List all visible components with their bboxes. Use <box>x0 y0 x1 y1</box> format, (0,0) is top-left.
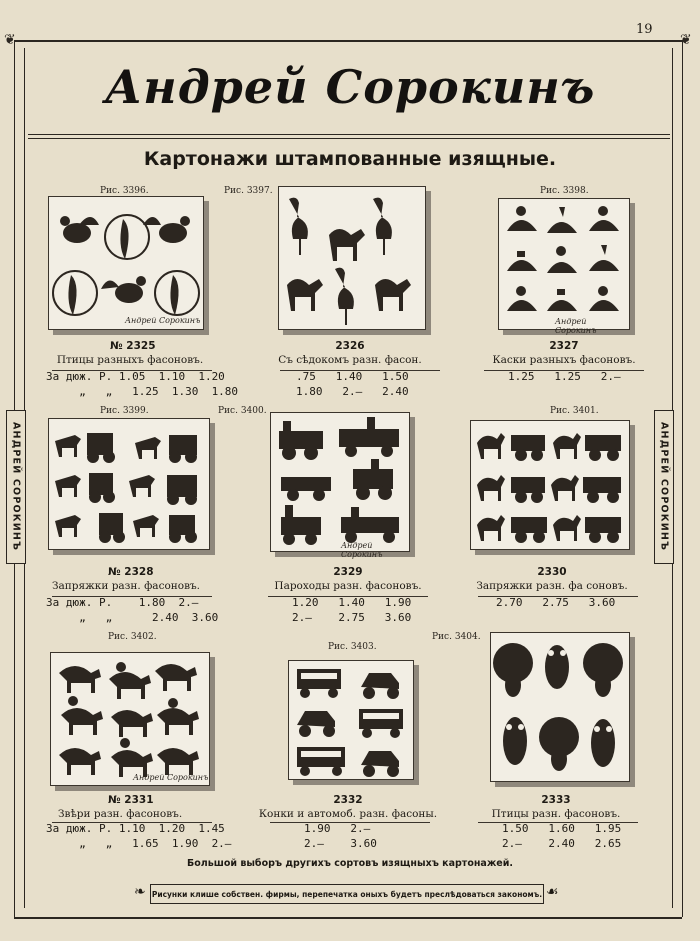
header-rule <box>28 134 670 135</box>
product-plate-peacocks-owls <box>490 632 630 782</box>
trams-cars-illustration-icon <box>289 661 413 779</box>
footer-ornament-icon: ❧ <box>134 884 146 900</box>
side-label-right: АНДРЕЙ СОРОКИНЪ <box>654 410 674 564</box>
peacocks-owls-illustration-icon <box>491 633 629 781</box>
item-number: 2329 <box>333 566 363 578</box>
frame-ornament-icon: ❦ <box>4 32 16 48</box>
frame-ornament-icon: ❦ <box>680 32 692 48</box>
side-label-left: АНДРЕЙ СОРОКИНЪ <box>6 410 26 564</box>
price-list: .75 1.40 1.50 1.80 2.— 2.40 <box>296 370 409 398</box>
birds-illustration-icon <box>49 197 203 329</box>
price-list: 1.25 1.25 2.— <box>508 370 621 383</box>
maker-signature: Андрей Сорокинъ <box>133 773 209 782</box>
product-plate-trams-cars <box>288 660 414 780</box>
footer-note-box <box>150 884 544 904</box>
figure-label: Рис. 3402. <box>108 632 157 642</box>
item-number: 2330 <box>537 566 567 578</box>
maker-signature: Андрей Сорокинъ <box>125 316 201 325</box>
section-heading: Картонажи штампованные изящные. <box>143 148 557 170</box>
product-plate-cart-teams <box>470 420 630 550</box>
animals-illustration-icon <box>51 653 209 785</box>
item-number: 2332 <box>333 794 363 806</box>
product-plate-locomotives <box>270 412 410 559</box>
item-number: 2326 <box>335 340 365 352</box>
price-list: За дюж. Р. 1.10 1.20 1.45 „ „ 1.65 1.90 2.— <box>46 822 232 850</box>
price-list: 2.70 2.75 3.60 <box>496 596 616 609</box>
figure-label: Рис. 3403. <box>328 642 377 652</box>
figure-label: Рис. 3396. <box>100 186 149 196</box>
figure-label: Рис. 3398. <box>540 186 589 196</box>
item-description: Съ сѣдокомъ разн. фасон. <box>278 354 422 366</box>
item-description: Конки и автомоб. разн. фасоны. <box>258 808 438 820</box>
riders-illustration-icon <box>279 187 425 329</box>
price-list: 1.90 2.— 2.— 3.60 <box>304 822 377 850</box>
frame-right-line <box>682 40 683 917</box>
price-list: 1.20 1.40 1.90 2.— 2.75 3.60 <box>292 596 412 624</box>
product-plate-animals <box>50 652 210 786</box>
price-list: 1.50 1.60 1.95 2.— 2.40 2.65 <box>502 822 622 850</box>
maker-signature: Андрей Сорокинъ <box>555 317 597 335</box>
item-description: Запряжки разн. фа соновъ. <box>476 580 628 592</box>
bottom-note: Большой выборъ другихъ сортовъ изящныхъ картонажей. <box>187 858 513 869</box>
item-number: 2333 <box>541 794 571 806</box>
footer-ornament-icon: ☙ <box>546 884 559 900</box>
figure-label: Рис. 3399. <box>100 406 149 416</box>
item-description: Птицы разн. фасоновъ. <box>491 808 621 820</box>
item-number: 2327 <box>549 340 579 352</box>
footer-note: Рисунки клише собствен. фирмы, перепечатка оныхъ будетъ преслѣдоваться закономъ. <box>151 889 543 899</box>
item-description: Запряжки разн. фасоновъ. <box>52 580 201 592</box>
item-description: Звѣри разн. фасоновъ. <box>58 808 183 820</box>
figure-label: Рис. 3404. <box>432 632 481 642</box>
product-plate-helmets <box>498 198 630 335</box>
item-number: № 2331 <box>108 794 154 806</box>
header-rule-double <box>28 138 670 139</box>
page-number: 19 <box>636 22 653 37</box>
product-plate-birds <box>48 196 204 330</box>
product-plate-carriages <box>48 418 210 550</box>
carriages-illustration-icon <box>49 419 209 549</box>
item-number: № 2328 <box>108 566 154 578</box>
figure-label: Рис. 3400. <box>218 406 267 416</box>
item-number: № 2325 <box>110 340 156 352</box>
maker-signature: Андрей Сорокинъ <box>341 541 383 559</box>
price-list: За дюж. Р. 1.80 2.— „ „ 2.40 3.60 <box>46 596 219 624</box>
product-plate-riders <box>278 186 426 330</box>
item-description: Птицы разныхъ фасоновъ. <box>56 354 204 366</box>
figure-label: Рис. 3397. <box>224 186 273 196</box>
brand-title: Андрей Сорокинъ <box>104 60 596 114</box>
item-description: Каски разныхъ фасоновъ. <box>492 354 636 366</box>
cart-teams-illustration-icon <box>471 421 629 549</box>
price-list: За дюж. Р. 1.05 1.10 1.20 „ „ 1.25 1.30 1.80 <box>46 370 239 398</box>
locomotives-illustration-icon <box>271 413 409 551</box>
figure-label: Рис. 3401. <box>550 406 599 416</box>
helmets-illustration-icon <box>499 199 629 329</box>
item-description: Пароходы разн. фасоновъ. <box>274 580 422 592</box>
